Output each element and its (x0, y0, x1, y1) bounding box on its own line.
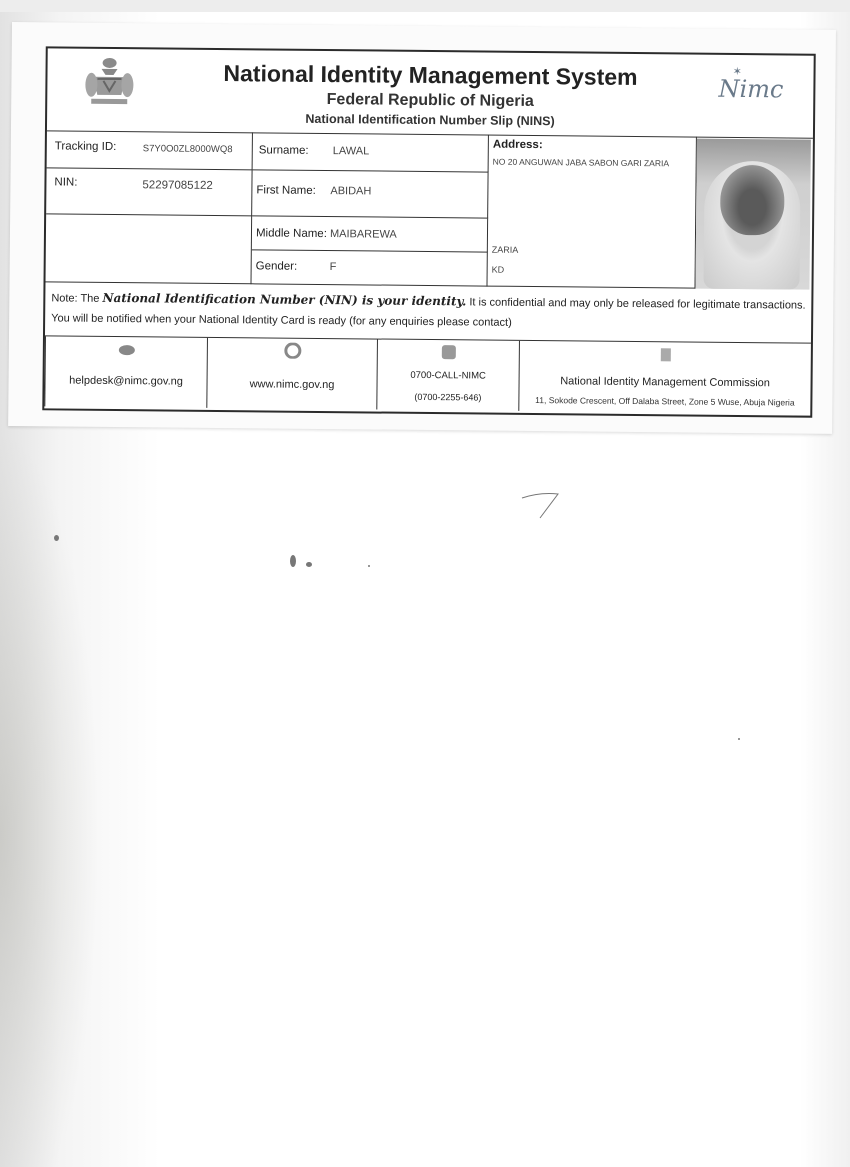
middle-name-cell (252, 216, 488, 252)
scan-speck (368, 565, 370, 567)
phone-label: 0700-CALL-NIMC (410, 369, 486, 382)
building-icon (656, 346, 674, 362)
address-line1: NO 20 ANGUWAN JABA SABON GARI ZARIA (492, 156, 670, 169)
scan-smudge (0, 430, 100, 1167)
phone-icon (439, 344, 457, 360)
surname-value: LAWAL (332, 145, 370, 158)
slip-header (47, 48, 814, 138)
email-text: helpdesk@nimc.gov.ng (69, 374, 183, 388)
nin-slip (42, 46, 815, 417)
footer-commission (518, 341, 811, 414)
note-rest: It is confidential and may only be released for legitimate transactions. (469, 296, 806, 312)
footer-phone (376, 340, 519, 411)
middle-name-value: MAIBAREWA (329, 228, 397, 241)
note-prefix: Note: The (51, 292, 100, 305)
footer-email (44, 336, 207, 408)
website-text: www.nimc.gov.ng (249, 378, 335, 392)
scan-top-edge (0, 0, 850, 12)
note-line1 (51, 290, 805, 311)
phone-number: (0700-2255-646) (414, 391, 482, 403)
nin-label: NIN: (54, 176, 78, 189)
tracking-id-value: S7Y0O0ZL8000WQ8 (142, 143, 233, 156)
scan-speck (290, 555, 296, 567)
note-line2: You will be notified when your National Identity Card is ready (for any enquiries please contact) (51, 312, 512, 329)
nimc-logo (718, 64, 784, 104)
nimc-logo-text: Nimc (718, 74, 784, 104)
pen-mark (520, 490, 560, 520)
surname-cell (253, 132, 489, 172)
note-emphasis: National Identification Number (NIN) is your identity. (102, 290, 467, 309)
surname-label: Surname: (258, 144, 309, 157)
nin-slip-paper (8, 22, 836, 434)
address-cell (487, 135, 696, 289)
tracking-id-label: Tracking ID: (54, 140, 117, 154)
gender-label: Gender: (255, 260, 298, 273)
passport-photo (695, 139, 810, 290)
slip-type: National Identification Number Slip (NINS) (305, 111, 555, 129)
email-icon (117, 341, 135, 357)
first-name-value: ABIDAH (330, 185, 372, 198)
nin-cell (46, 168, 252, 216)
middle-name-label: Middle Name: (255, 227, 327, 241)
address-state: KD (491, 264, 505, 275)
address-city: ZARIA (491, 244, 519, 255)
web-icon (283, 343, 301, 359)
tracking-id-cell (47, 130, 253, 170)
address-label: Address: (492, 138, 543, 152)
commission-address: 11, Sokode Crescent, Off Dalaba Street, Zone 5 Wuse, Abuja Nigeria (535, 395, 795, 408)
blank-cell (46, 214, 253, 284)
commission-name: National Identity Management Commission (560, 375, 770, 390)
footer-website (206, 338, 377, 410)
scan-speck (54, 535, 59, 541)
scan-speck (306, 562, 312, 567)
gender-value: F (329, 261, 337, 274)
note-cell (45, 282, 811, 343)
nin-value: 52297085122 (142, 179, 213, 192)
slip-subtitle: Federal Republic of Nigeria (326, 91, 534, 111)
first-name-cell (252, 170, 488, 218)
scan-speck (738, 738, 740, 740)
first-name-label: First Name: (256, 184, 316, 197)
logo-star-icon: ✶ (732, 64, 742, 79)
slip-title: National Identity Management System (223, 60, 638, 91)
photo-face (720, 165, 785, 236)
gender-cell (251, 250, 487, 286)
